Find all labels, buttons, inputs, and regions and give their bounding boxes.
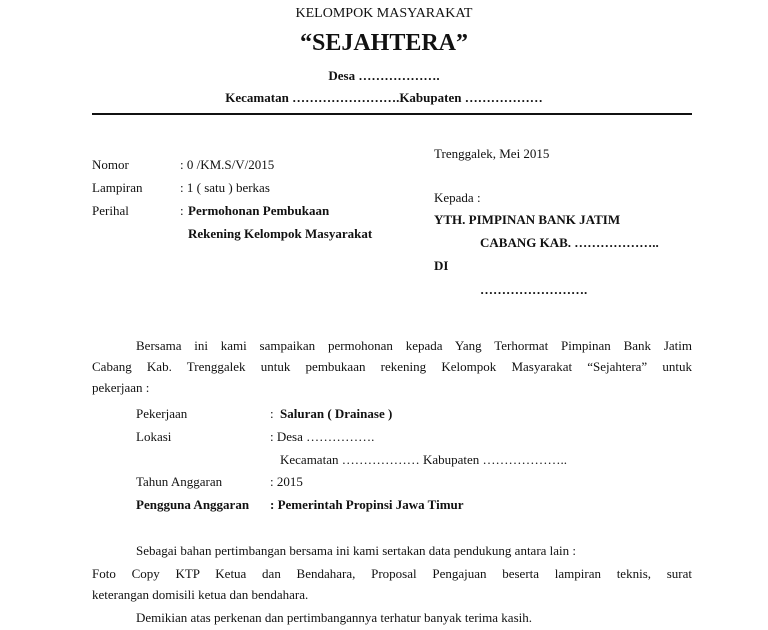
perihal-line-2: Rekening Kelompok Masyarakat [188, 226, 373, 241]
support-line-1: Sebagai bahan pertimbangan bersama ini kami sertakan data pendukung antara lain : [136, 543, 577, 558]
pengguna-label: Pengguna Anggaran [136, 497, 250, 512]
intro-paragraph [92, 335, 692, 398]
pengguna-value: : Pemerintah Propinsi Jawa Timur [270, 497, 464, 512]
nomor-label: Nomor [92, 157, 129, 172]
district-line: Kecamatan …………………….Kabupaten ……………… [225, 90, 543, 105]
lampiran-value: : 1 ( satu ) berkas [180, 180, 270, 195]
recipient-branch: CABANG KAB. ……………….. [480, 235, 659, 250]
perihal-label: Perihal [92, 203, 129, 218]
support-line-3: keterangan domisili ketua dan bendahara. [92, 587, 309, 602]
perihal-colon: : [180, 203, 184, 218]
recipient-di: DI [434, 258, 449, 273]
village-line: Desa ………………. [328, 68, 440, 83]
header-divider [92, 113, 692, 115]
tahun-value: : 2015 [270, 474, 303, 489]
pekerjaan-label: Pekerjaan [136, 406, 188, 421]
recipient-title: YTH. PIMPINAN BANK JATIM [434, 212, 621, 227]
lokasi-value-1: : Desa ……………. [270, 429, 375, 444]
org-name: “SEJAHTERA” [299, 30, 469, 56]
intro-line-2: Cabang Kab. Trenggalek untuk pembukaan rekening Kelompok Masyarakat “Sejahtera” untuk [92, 359, 692, 374]
support-line-2: Foto Copy KTP Ketua dan Bendahara, Proposal Pengajuan beserta lampiran teknis, surat [92, 566, 692, 581]
tahun-label: Tahun Anggaran [136, 474, 223, 489]
lokasi-value-2: Kecamatan ……………… Kabupaten ……………….. [280, 452, 568, 467]
perihal-line-1: Permohonan Pembukaan [188, 203, 330, 218]
intro-line-3: pekerjaan : [92, 380, 150, 395]
place-date: Trenggalek, Mei 2015 [434, 146, 550, 161]
closing-line: Demikian atas perkenan dan pertimbangannya terhatur banyak terima kasih. [136, 610, 532, 625]
pekerjaan-colon: : [270, 406, 274, 421]
pekerjaan-value: Saluran ( Drainase ) [280, 406, 393, 421]
lokasi-label: Lokasi [136, 429, 172, 444]
intro-line-1: Bersama ini kami sampaikan permohonan kepada Yang Terhormat Pimpinan Bank Jatim [136, 338, 692, 353]
lampiran-label: Lampiran [92, 180, 143, 195]
org-title: KELOMPOK MASYARAKAT [295, 6, 473, 21]
support-paragraph [92, 563, 692, 605]
recipient-location: ……………………. [480, 282, 588, 297]
nomor-value: : 0 /KM.S/V/2015 [180, 157, 275, 172]
kepada-label: Kepada : [434, 190, 481, 205]
